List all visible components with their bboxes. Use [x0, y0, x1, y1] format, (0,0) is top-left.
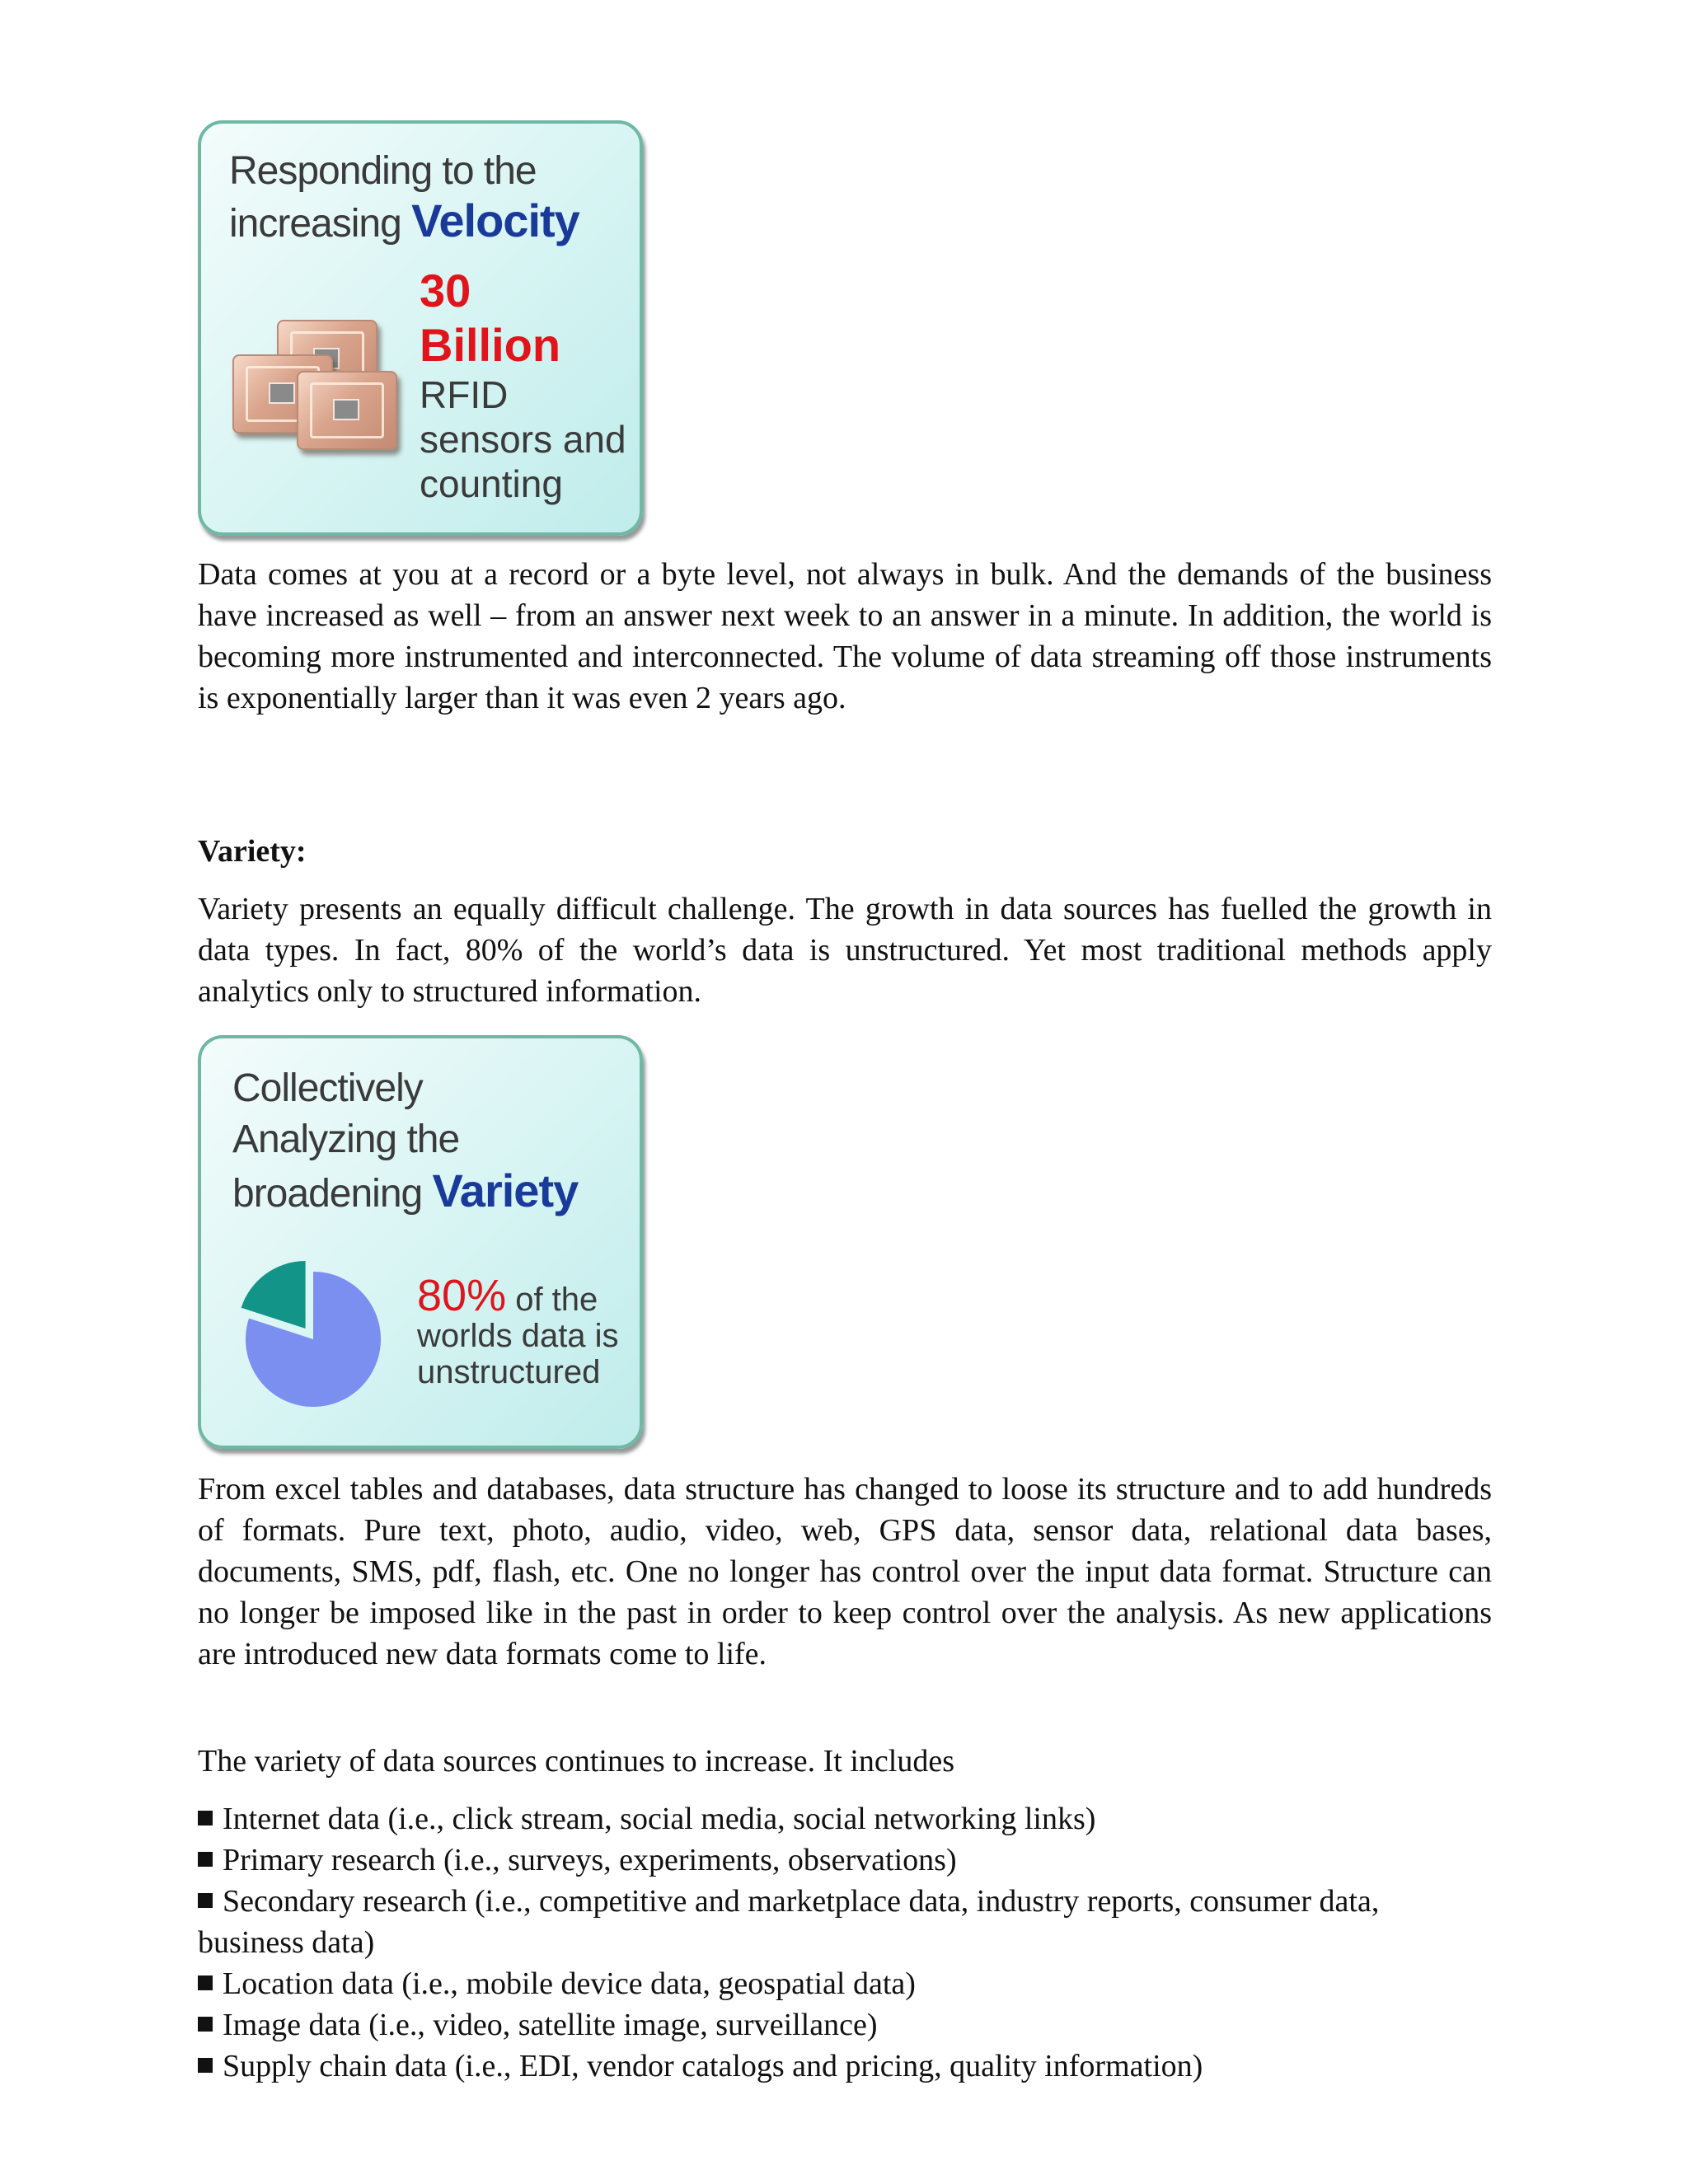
sources-intro: The variety of data sources continues to increase. It includes [198, 1744, 954, 1779]
velocity-stat-line3: counting [420, 462, 563, 505]
variety-stat-suffix: of the [506, 1282, 598, 1318]
velocity-callout [198, 120, 643, 536]
bullet-square-icon [198, 1811, 213, 1825]
bullet-square-icon [198, 2058, 213, 2073]
variety-stat [417, 1271, 619, 1390]
velocity-stat-number: 30 [420, 265, 471, 316]
bullet-square-icon [198, 1852, 213, 1867]
variety-accent-word: Variety [432, 1165, 579, 1216]
variety-paragraph: Variety presents an equally difficult challenge. The growth in data sources has fuelled the growth in data types. In fact, 80% of the world’s data is unstructured. Yet most traditional methods apply analytics only to structured information. [198, 892, 1492, 1009]
variety-stat-percent: 80% [417, 1271, 507, 1320]
list-item: Internet data (i.e., click stream, social media, social networking links) [198, 1798, 1492, 1840]
list-item: Secondary research (i.e., competitive and marketplace data, industry reports, consumer data, business data) [198, 1884, 1380, 1960]
formats-paragraph: From excel tables and databases, data structure has changed to loose its structure and to add hundreds of formats. Pure text, photo, audio, video, web, GPS data, sensor data, relational data bases, documents, SMS, pdf, flash, etc. One no longer has control over the input data format. Structure can no longer be imposed like in the past in order to keep control over the analysis. As new applications are introduced new data formats come to life. [198, 1472, 1492, 1671]
list-item: Primary research (i.e., surveys, experiments, observations) [198, 1840, 1492, 1881]
variety-heading-line2: Analyzing the [232, 1118, 460, 1161]
variety-heading: Variety: [198, 834, 307, 869]
velocity-stat-line1: RFID [420, 373, 509, 416]
sources-list [198, 1798, 1492, 2087]
pie-chart-icon [239, 1244, 387, 1409]
velocity-stat-line2: sensors and [420, 418, 626, 461]
variety-callout [198, 1035, 643, 1449]
list-item: Supply chain data (i.e., EDI, vendor catalogs and pricing, quality information) [198, 2046, 1492, 2087]
velocity-accent-word: Velocity [411, 194, 579, 246]
variety-callout-heading [232, 1063, 578, 1220]
variety-heading-line1: Collectively [232, 1066, 423, 1110]
variety-heading-line3: broadening [232, 1172, 433, 1216]
bullet-square-icon [198, 2017, 213, 2032]
rfid-chip-icon [297, 371, 397, 450]
velocity-paragraph: Data comes at you at a record or a byte level, not always in bulk. And the demands of the business have increased as well – from an answer next week to an answer in a minute. In addition, the world is becoming more instrumented and interconnected. The volume of data streaming off those instruments is exponentially larger than it was even 2 years ago. [198, 557, 1492, 715]
velocity-callout-heading [229, 147, 579, 249]
bullet-square-icon [198, 1893, 213, 1908]
velocity-heading-line2: increasing [229, 202, 412, 246]
pie-slice-structured [241, 1261, 306, 1329]
velocity-stat [420, 264, 626, 506]
velocity-stat-word: Billion [420, 319, 561, 371]
variety-stat-line3: unstructured [417, 1354, 601, 1390]
variety-stat-line2: worlds data is [417, 1318, 619, 1354]
bullet-square-icon [198, 1975, 213, 1990]
velocity-heading-line1: Responding to the [229, 149, 537, 193]
list-item: Location data (i.e., mobile device data, geospatial data) [198, 1963, 1492, 2004]
list-item: Image data (i.e., video, satellite image, surveillance) [198, 2004, 1492, 2046]
